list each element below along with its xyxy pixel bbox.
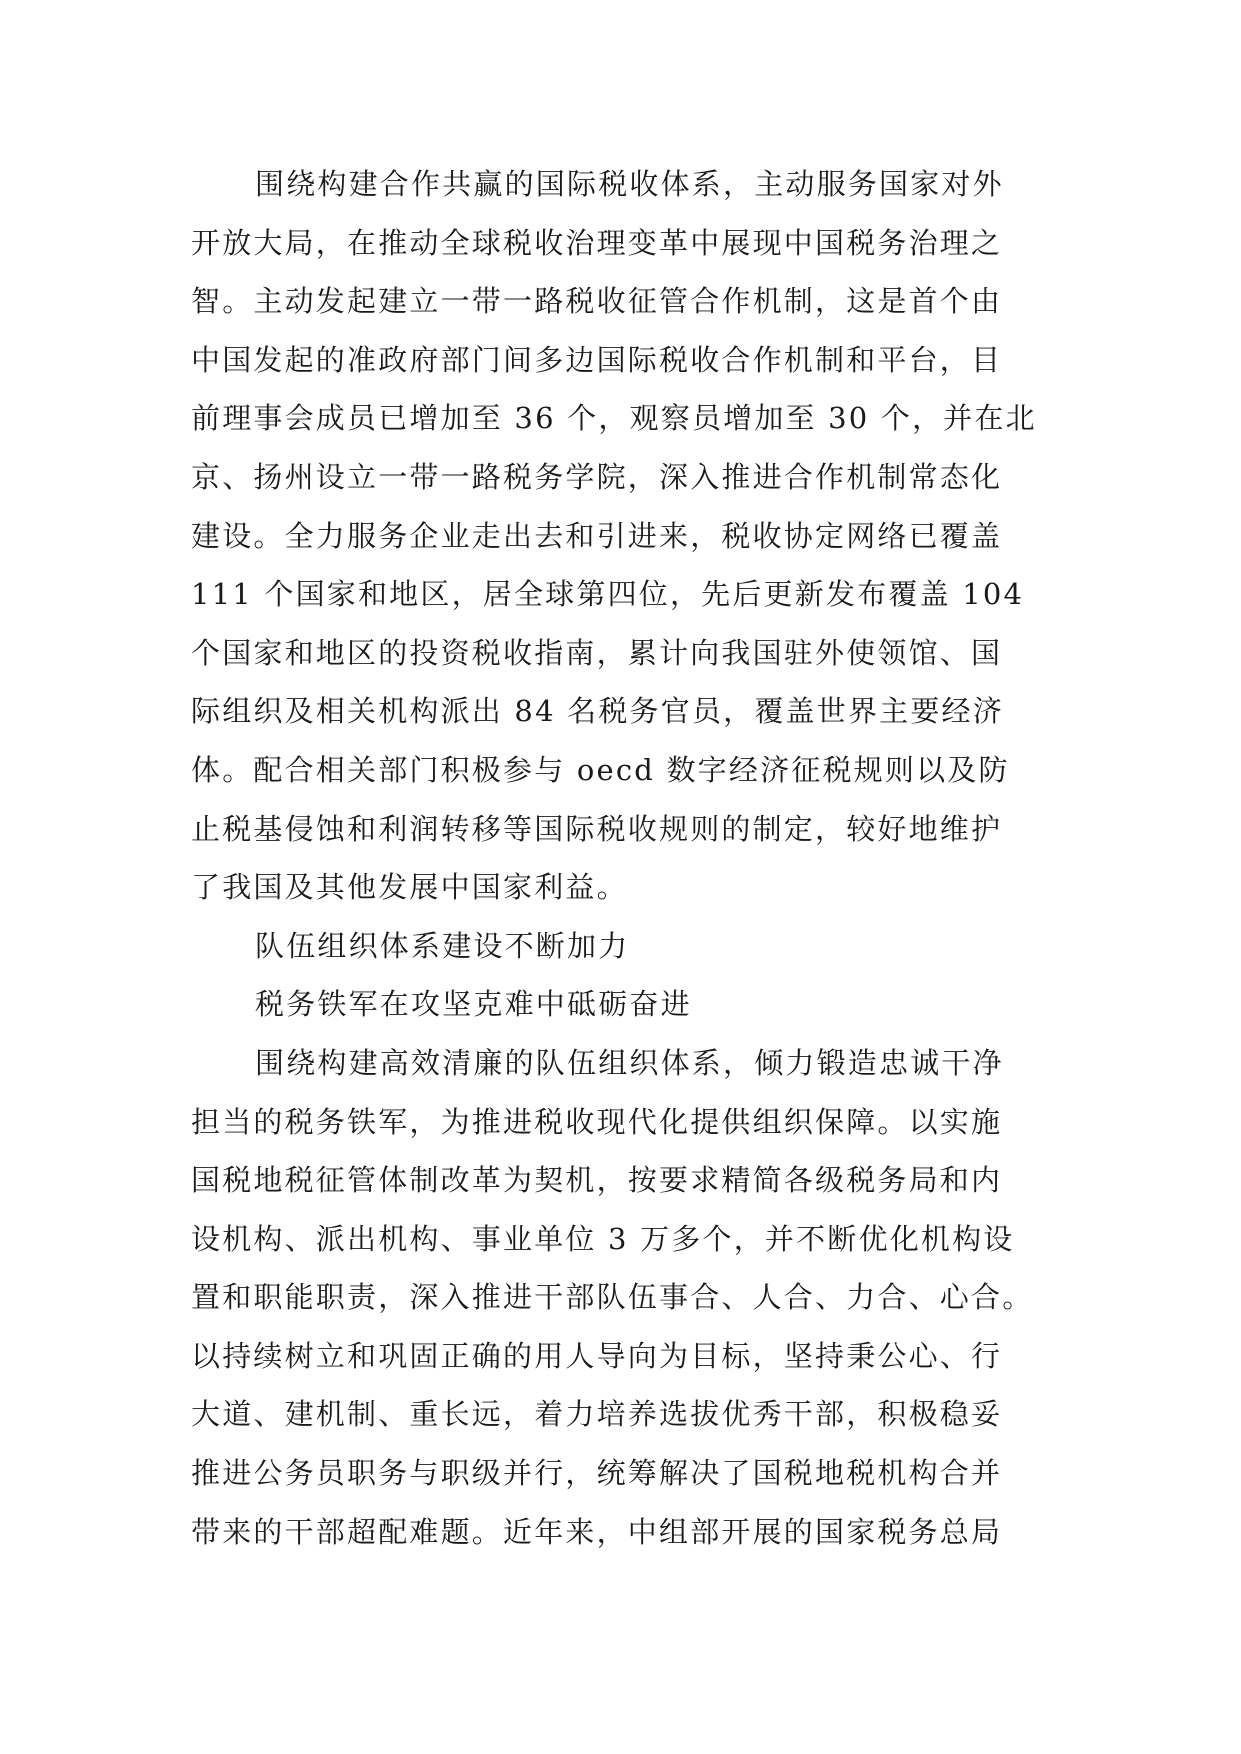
text-line: 国税地税征管体制改革为契机，按要求精简各级税务局和内 — [191, 1163, 1003, 1198]
text-line: 了我国及其他发展中国家利益。 — [191, 870, 628, 905]
text-line: 围绕构建高效清廉的队伍组织体系，倾力锻造忠诚干净 — [255, 1045, 1004, 1080]
text-line: 京、扬州设立一带一路税务学院，深入推进合作机制常态化 — [191, 459, 1003, 494]
section-heading: 队伍组织体系建设不断加力 — [255, 928, 630, 963]
text-line: 围绕构建合作共赢的国际税收体系，主动服务国家对外 — [255, 167, 1004, 201]
text-line: 设机构、派出机构、事业单位 3 万多个，并不断优化机构设 — [191, 1221, 1015, 1256]
section-subheading: 税务铁军在攻坚克难中砥砺奋进 — [255, 987, 692, 1022]
text-line: 中国发起的准政府部门间多边国际税收合作机制和平台，目 — [191, 342, 1003, 377]
text-line: 推进公务员职务与职级并行，统筹解决了国税地税机构合并 — [191, 1456, 1003, 1491]
text-line: 前理事会成员已增加至 36 个，观察员增加至 30 个，并在北 — [191, 401, 1037, 436]
text-line: 以持续树立和巩固正确的用人导向为目标，坚持秉公心、行 — [191, 1338, 1003, 1373]
text-line: 大道、建机制、重长远，着力培养选拔优秀干部，积极稳妥 — [191, 1397, 1003, 1432]
text-line: 个国家和地区的投资税收指南，累计向我国驻外使领馆、国 — [191, 635, 1003, 670]
text-line: 际组织及相关机构派出 84 名税务官员，覆盖世界主要经济 — [191, 694, 1004, 729]
text-line: 置和职能职责，深入推进干部队伍事合、人合、力合、心合。 — [191, 1280, 1034, 1315]
text-line: 带来的干部超配难题。近年来，中组部开展的国家税务总局 — [191, 1514, 1003, 1549]
body-text — [191, 155, 1051, 1561]
text-line: 止税基侵蚀和利润转移等国际税收规则的制定，较好地维护 — [191, 811, 1003, 846]
text-line: 体。配合相关部门积极参与 oecd 数字经济征税规则以及防 — [191, 752, 1010, 787]
text-line: 开放大局，在推动全球税收治理变革中展现中国税务治理之 — [191, 225, 1003, 260]
text-line: 智。主动发起建立一带一路税收征管合作机制，这是首个由 — [191, 284, 1003, 319]
text-line: 111 个国家和地区，居全球第四位，先后更新发布覆盖 104 — [191, 577, 1025, 612]
text-line: 担当的税务铁军，为推进税收现代化提供组织保障。以实施 — [191, 1104, 1003, 1139]
text-line: 建设。全力服务企业走出去和引进来，税收协定网络已覆盖 — [191, 518, 1003, 553]
